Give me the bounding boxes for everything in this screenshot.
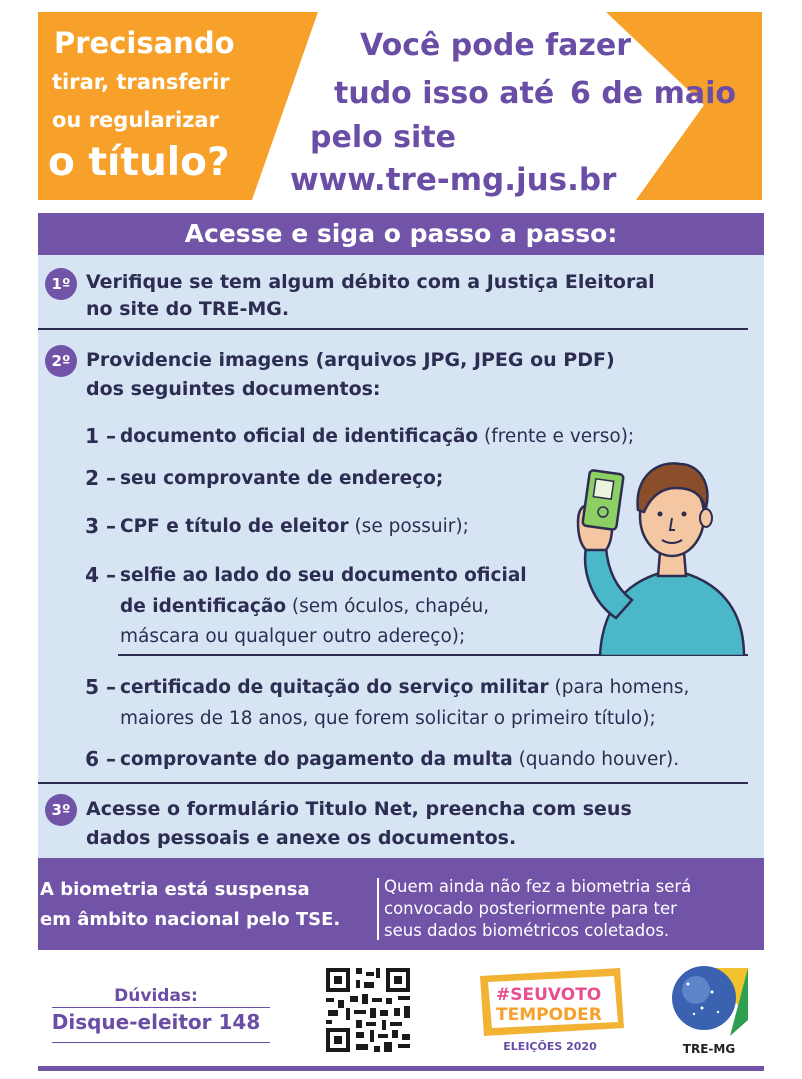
- step-divider-2: [38, 782, 748, 784]
- header-left-line-3: ou regularizar: [52, 108, 219, 132]
- doc-6-number: 6 –: [85, 747, 116, 771]
- duvidas-line-top: [52, 1007, 270, 1008]
- doc-3-number: 3 –: [85, 514, 116, 538]
- step-divider-1: [38, 328, 748, 330]
- doc-5-number: 5 –: [85, 675, 116, 699]
- doc-4-line-2: de identificação (sem óculos, chapéu,: [120, 596, 490, 617]
- doc-5-line-1: certificado de quitação do serviço militar (para homens,: [120, 677, 690, 698]
- doc-1-text: documento oficial de identificação (frente e verso);: [120, 426, 635, 447]
- doc-1-number: 1 –: [85, 424, 116, 448]
- header-right-line-1: Você pode fazer: [360, 28, 632, 63]
- header-left-line-1: Precisando: [54, 26, 235, 60]
- step-3-line-2: dados pessoais e anexe os documentos.: [86, 827, 517, 849]
- header-site-url: www.tre-mg.jus.br: [290, 162, 617, 198]
- person-with-id-card-illustration: [572, 452, 748, 656]
- seu-voto-tem-poder-logo: [474, 966, 626, 1054]
- header-right-line-3: pelo site: [310, 120, 456, 155]
- biometria-right-line-2: convocado posteriormente para ter: [384, 899, 677, 918]
- step-3-line-1: Acesse o formulário Titulo Net, preencha com seus: [86, 798, 632, 820]
- logo-line-1: #SEUVOTO: [496, 985, 602, 1005]
- doc-2-number: 2 –: [85, 466, 116, 490]
- step-2-line-1: Providencie imagens (arquivos JPG, JPEG ou PDF): [86, 349, 615, 371]
- doc-5-line-2: maiores de 18 anos, que forem solicitar o primeiro título);: [120, 708, 656, 729]
- biometria-banner: [38, 858, 764, 950]
- header-right-deadline: 6 de maio: [570, 76, 736, 111]
- step-2-line-2: dos seguintes documentos:: [86, 378, 381, 400]
- steps-title: Acesse e siga o passo a passo:: [38, 213, 764, 255]
- step-1-line-2: no site do TRE-MG.: [86, 298, 290, 320]
- biometria-left-line-2: em âmbito nacional pelo TSE.: [40, 909, 341, 930]
- logo-line-2: TEMPODER: [496, 1005, 602, 1025]
- doc-2-text: seu comprovante de endereço;: [120, 468, 444, 489]
- step-1-line-1: Verifique se tem algum débito com a Justiça Eleitoral: [86, 271, 655, 293]
- tre-mg-label: TRE-MG: [682, 1042, 736, 1056]
- header-left-line-2: tirar, transferir: [52, 70, 230, 94]
- doc-4-number: 4 –: [85, 563, 116, 587]
- step-2-badge: 2º: [45, 345, 77, 377]
- biometria-right-line-1: Quem ainda não fez a biometria será: [384, 877, 692, 896]
- logo-subtitle: ELEIÇÕES 2020: [503, 1040, 597, 1053]
- biometria-right-line-3: seus dados biométricos coletados.: [384, 921, 670, 940]
- biometria-left-line-1: A biometria está suspensa: [40, 879, 310, 900]
- step-3-badge: 3º: [45, 794, 77, 826]
- doc-6-text: comprovante do pagamento da multa (quando houver).: [120, 749, 680, 770]
- doc-4-line-1: selfie ao lado do seu documento oficial: [120, 565, 527, 586]
- duvidas-title: Dúvidas:: [114, 986, 198, 1006]
- header-left-line-4: o título?: [48, 140, 230, 185]
- doc-4-line-3: máscara ou qualquer outro adereço);: [120, 626, 466, 647]
- biometria-divider: [377, 878, 379, 940]
- bottom-rule: [38, 1066, 764, 1071]
- duvidas-line-bottom: [52, 1042, 270, 1043]
- qr-code-icon: [322, 964, 414, 1056]
- step-1-badge: 1º: [45, 268, 77, 300]
- header-right-line-2: tudo isso até: [334, 76, 555, 111]
- doc-3-text: CPF e título de eleitor (se possuir);: [120, 516, 469, 537]
- duvidas-phone: Disque-eleitor 148: [51, 1010, 261, 1034]
